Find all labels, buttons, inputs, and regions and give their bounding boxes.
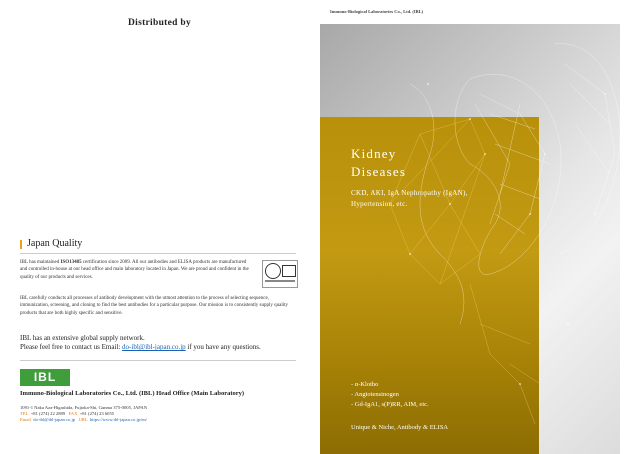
quality-paragraph-2: IBL carefully conducts all processes of antibody development with the utmost attention to the process of selecting sequence, immunization, screening, and cloning to find the best antibodies for a particular purpose. Our mission is to consistently supply quality products that are both highly specific and sensitive. xyxy=(20,296,289,316)
company-name: Immuno-Biological Laboratories Co., Ltd. (IBL) Head Office (Main Laboratory) xyxy=(20,390,245,397)
company-address-block xyxy=(20,405,147,424)
distributed-by-heading: Distributed by xyxy=(127,18,192,28)
fax-label: FAX xyxy=(68,411,78,417)
contact-email-link[interactable]: do-ibl@ibl-japan.co.jp xyxy=(122,343,186,352)
tel-number: +81 (274) 22 2889 xyxy=(30,411,66,417)
email-label: Email xyxy=(20,417,31,423)
cover-title-line2: Diseases xyxy=(351,164,407,179)
cover-tagline: Unique & Niche, Antibody & ELISA xyxy=(351,424,449,431)
cover-subtitle-line1: CKD, AKI, IgA Nephropathy (IgAN), xyxy=(351,189,468,197)
url-label: URL xyxy=(78,417,88,423)
contact-intro: Please feel free to contact us Email: xyxy=(20,343,123,352)
contact-line xyxy=(20,343,261,352)
street-address: 1091-1 Naka Aza-Higashida, Fujioka-Shi, Gunma 375-0005, JAPAN xyxy=(20,405,148,410)
iso-cert-text: ISO13485 xyxy=(60,260,82,265)
list-item: - Angiotensinogen xyxy=(351,391,399,398)
ibl-logo: IBL xyxy=(20,369,70,386)
contact-outro: if you have any questions. xyxy=(185,343,261,352)
cover-subtitle-line2: Hypertension, etc. xyxy=(351,200,408,208)
website-link[interactable]: https://www.ibl-japan.co.jp/en/ xyxy=(89,417,147,423)
email-url-line xyxy=(20,417,147,423)
quality-paragraph-1 xyxy=(20,259,252,281)
supply-network-text: IBL has an extensive global supply network. xyxy=(20,334,145,342)
footer-email-link[interactable]: do-ibl@ibl-japan.co.jp xyxy=(33,417,76,423)
para1-intro: IBL has maintained xyxy=(20,260,61,265)
tel-label: TEL xyxy=(20,411,29,417)
contact-block xyxy=(20,334,261,353)
header-credit: Immuno-Biological Laboratories Co., Ltd. (IBL) xyxy=(330,9,424,14)
iso-certification-mark xyxy=(262,260,298,288)
list-item: - α-Klotho xyxy=(351,381,379,388)
section-title: Japan Quality xyxy=(27,238,83,249)
cover-title-line1: Kidney xyxy=(351,146,397,161)
para1-rest: certification since 2009. All our antibodies and ELISA products are manufactured and controlled in-house at our head office and main laboratory located in Japan. We are proud and confident in the quality of our products and services. xyxy=(20,260,249,280)
product-list xyxy=(351,380,429,410)
section-divider xyxy=(20,253,296,254)
section-accent-bar xyxy=(20,240,22,249)
fax-number: +81 (274) 23 6055 xyxy=(79,411,115,417)
list-item: - Gd-IgA1, s(P)RR, AIM, etc. xyxy=(351,401,429,408)
footer-divider xyxy=(20,360,296,361)
